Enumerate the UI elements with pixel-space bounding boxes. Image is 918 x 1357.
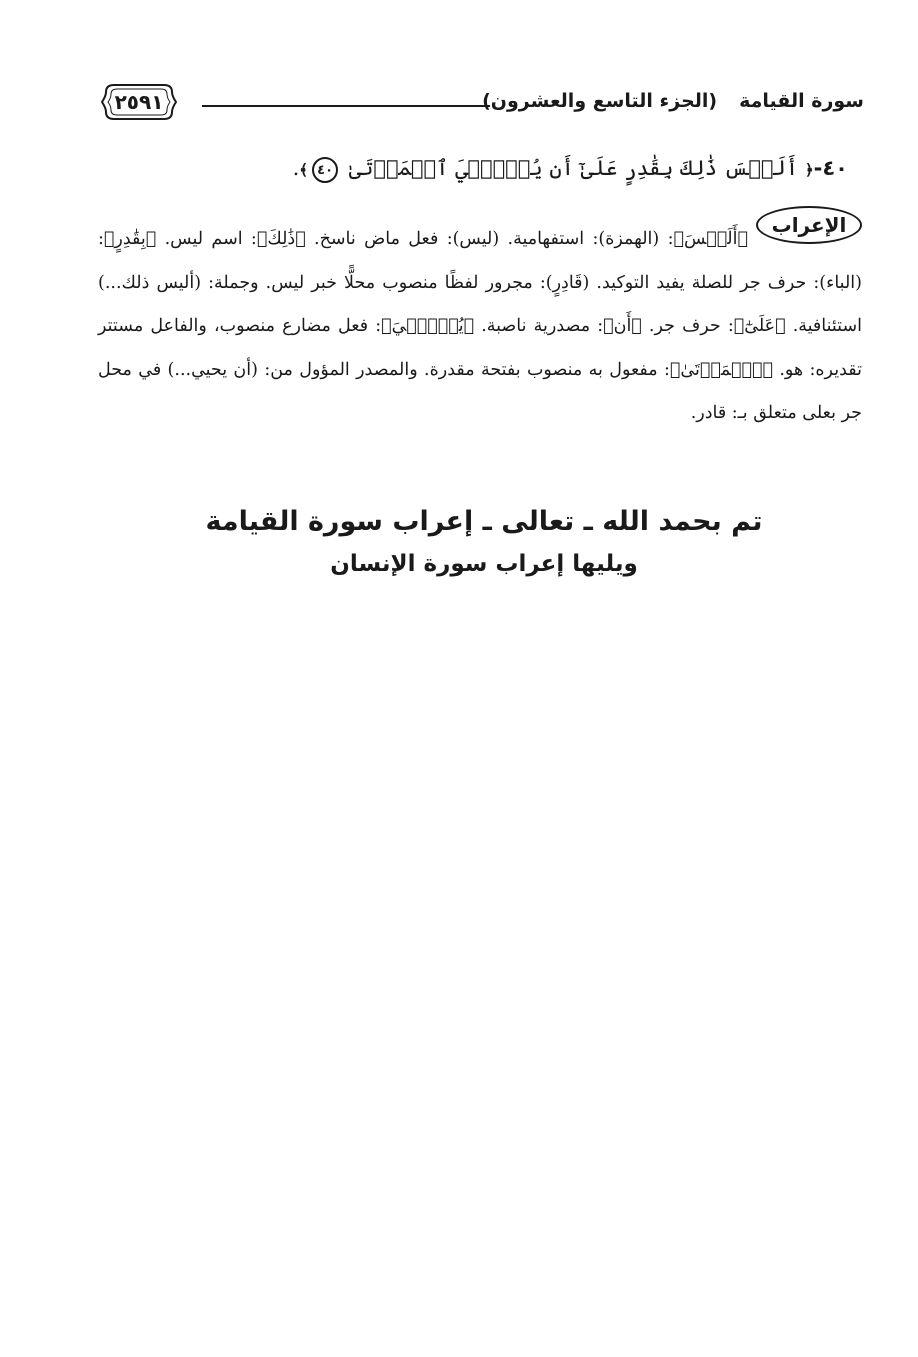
irab-label: الإعراب	[756, 206, 862, 244]
verse-end: .	[292, 156, 300, 180]
page-header	[96, 78, 864, 134]
page-number: ٢٥٩١	[114, 90, 164, 114]
running-title	[482, 90, 864, 112]
irab-paragraph	[98, 218, 862, 436]
verse-number: ٤٠-	[813, 156, 848, 180]
verse-open-bracket: ﴿	[804, 161, 814, 179]
surah-name: سورة القيامة	[739, 90, 864, 112]
irab-text: ﴿أَلَيۡسَ﴾: (الهمزة): استفهامية. (ليس): فعل ماض ناسخ. ﴿ذَٰلِكَ﴾: اسم ليس. ﴿بِقَٰدِرٍ﴾: (الباء): حرف جر للصلة يفيد التوكيد. (قَادِرٍ): مجرور لفظًا منصوب محلًّا خبر ليس. وجملة: (أليس ذلك...) استئنافية. ﴿عَلَىٰٓ﴾: حرف جر. ﴿أَن﴾: مصدرية ناصبة. ﴿يُحۡـِۧيَ﴾: فعل مضارع منصوب، والفاعل مستتر تقديره: هو. ﴿ٱلۡمَوۡتَىٰ﴾: مفعول به منصوب بفتحة مقدرة. والمصدر المؤول من: (أن يحيي...) في محل جر بعلى متعلق بـ: قادر.	[98, 229, 862, 423]
page-number-box	[100, 82, 178, 122]
closing-main-line: تم بحمد الله ـ تعالى ـ إعراب سورة القيامة	[205, 506, 763, 537]
part-name: (الجزء التاسع والعشرون)	[482, 90, 718, 112]
verse-text: أَلَيۡسَ ذَٰلِكَ بِقَٰدِرٍ عَلَىٰٓ أَن يُحۡـِۧيَ ٱلۡمَوۡتَىٰ	[348, 156, 799, 180]
header-rule	[202, 105, 490, 107]
quran-verse	[88, 150, 848, 188]
verse-close-bracket: ﴾	[299, 161, 309, 179]
ayah-marker: ٤٠	[312, 157, 338, 183]
closing-sub-line: ويليها إعراب سورة الإنسان	[330, 551, 638, 577]
closing-note	[0, 500, 918, 584]
